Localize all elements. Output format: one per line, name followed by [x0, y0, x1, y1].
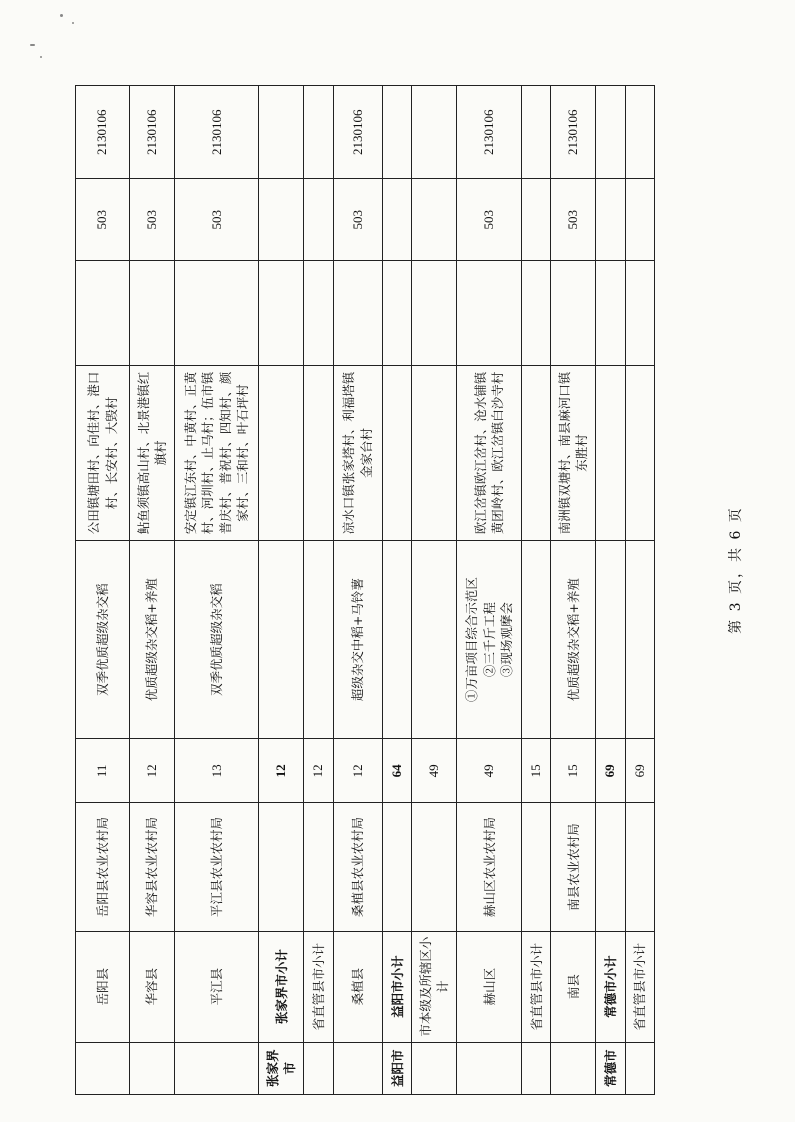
blank-cell	[522, 261, 551, 366]
unit-cell	[259, 803, 304, 931]
project-cell	[259, 540, 304, 738]
project-cell: 优质超级杂交稻+养殖	[551, 540, 596, 738]
county-cell: 桑植县	[333, 931, 383, 1042]
county-cell: 华容县	[130, 931, 175, 1042]
econ-code-cell	[522, 86, 551, 179]
unit-cell: 桑植县农业农村局	[333, 803, 383, 931]
func-code-cell: 503	[333, 179, 383, 261]
econ-code-cell	[625, 86, 654, 179]
project-cell: ①万亩项目综合示范区 ②三千斤工程 ③现场观摩会	[457, 540, 522, 738]
amount-cell: 64	[383, 739, 412, 803]
amount-cell: 13	[175, 739, 259, 803]
unit-cell	[596, 803, 625, 931]
project-cell	[625, 540, 654, 738]
city-cell	[76, 1042, 130, 1094]
unit-cell	[625, 803, 654, 931]
blank-cell	[596, 261, 625, 366]
unit-cell: 华容县农业农村局	[130, 803, 175, 931]
unit-cell: 赫山区农业农村局	[457, 803, 522, 931]
county-cell: 岳阳县	[76, 931, 130, 1042]
econ-code-cell: 2130106	[130, 86, 175, 179]
blank-cell	[130, 261, 175, 366]
func-code-cell	[412, 179, 457, 261]
amount-cell: 69	[596, 739, 625, 803]
city-cell	[333, 1042, 383, 1094]
blank-cell	[175, 261, 259, 366]
econ-code-cell	[383, 86, 412, 179]
city-cell	[625, 1042, 654, 1094]
project-cell	[522, 540, 551, 738]
city-cell: 张家界市	[259, 1042, 304, 1094]
unit-cell	[383, 803, 412, 931]
func-code-cell: 503	[175, 179, 259, 261]
scan-speck	[30, 44, 35, 46]
amount-cell: 12	[304, 739, 333, 803]
table-row	[596, 86, 625, 1095]
econ-code-cell: 2130106	[76, 86, 130, 179]
county-cell: 赫山区	[457, 931, 522, 1042]
unit-cell	[522, 803, 551, 931]
table-row	[304, 86, 333, 1095]
unit-cell: 岳阳县农业农村局	[76, 803, 130, 931]
county-cell: 市本级及所辖区小计	[412, 931, 457, 1042]
unit-cell	[304, 803, 333, 931]
county-cell: 平江县	[175, 931, 259, 1042]
location-cell	[383, 366, 412, 541]
func-code-cell	[383, 179, 412, 261]
blank-cell	[259, 261, 304, 366]
econ-code-cell: 2130106	[175, 86, 259, 179]
city-cell	[304, 1042, 333, 1094]
city-cell	[522, 1042, 551, 1094]
location-cell	[412, 366, 457, 541]
table-row	[522, 86, 551, 1095]
project-cell: 双季优质超级杂交稻	[76, 540, 130, 738]
table-row	[551, 86, 596, 1095]
project-cell: 双季优质超级杂交稻	[175, 540, 259, 738]
econ-code-cell: 2130106	[457, 86, 522, 179]
location-cell: 公田镇塘田村、向佳村、港口村、长安村、大毁村	[76, 366, 130, 541]
econ-code-cell	[259, 86, 304, 179]
func-code-cell	[596, 179, 625, 261]
city-cell	[175, 1042, 259, 1094]
project-cell	[596, 540, 625, 738]
func-code-cell	[259, 179, 304, 261]
table-row	[383, 86, 412, 1095]
location-cell: 欧江岔镇欧江岔村、沧水铺镇黄团岭村、欧江岔镇白沙寺村	[457, 366, 522, 541]
location-cell	[625, 366, 654, 541]
city-cell: 常德市	[596, 1042, 625, 1094]
location-cell: 鲇鱼须镇高山村、北景港镇红旗村	[130, 366, 175, 541]
county-cell: 省直管县市小计	[304, 931, 333, 1042]
table-row	[130, 86, 175, 1095]
scan-speck	[72, 22, 74, 24]
amount-cell: 12	[333, 739, 383, 803]
amount-cell: 12	[130, 739, 175, 803]
city-cell	[130, 1042, 175, 1094]
county-cell: 益阳市小计	[383, 931, 412, 1042]
county-cell: 南县	[551, 931, 596, 1042]
amount-cell: 15	[522, 739, 551, 803]
amount-cell: 49	[457, 739, 522, 803]
location-cell	[259, 366, 304, 541]
location-cell: 凉水口镇张家塔村、利福塔镇金家台村	[333, 366, 383, 541]
func-code-cell	[304, 179, 333, 261]
county-cell: 常德市小计	[596, 931, 625, 1042]
location-cell	[304, 366, 333, 541]
blank-cell	[304, 261, 333, 366]
location-cell: 安定镇江东村、中黄村、正黄村、河圳村、止马村；伍市镇普庆村、普祝村、四知村、颜家村、三和村、叶石坪村	[175, 366, 259, 541]
blank-cell	[383, 261, 412, 366]
func-code-cell: 503	[551, 179, 596, 261]
city-cell	[412, 1042, 457, 1094]
unit-cell: 南县农业农村局	[551, 803, 596, 931]
location-cell	[522, 366, 551, 541]
scan-speck	[60, 14, 63, 17]
blank-cell	[333, 261, 383, 366]
unit-cell	[412, 803, 457, 931]
table-row	[333, 86, 383, 1095]
blank-cell	[412, 261, 457, 366]
project-cell	[304, 540, 333, 738]
city-cell	[551, 1042, 596, 1094]
county-cell: 省直管县市小计	[522, 931, 551, 1042]
econ-code-cell	[304, 86, 333, 179]
table-row	[259, 86, 304, 1095]
city-cell: 益阳市	[383, 1042, 412, 1094]
funding-table	[75, 85, 655, 1095]
blank-cell	[551, 261, 596, 366]
econ-code-cell	[596, 86, 625, 179]
location-cell	[596, 366, 625, 541]
amount-cell: 15	[551, 739, 596, 803]
table-row	[457, 86, 522, 1095]
county-cell: 省直管县市小计	[625, 931, 654, 1042]
econ-code-cell: 2130106	[551, 86, 596, 179]
page-number: 第 3 页，共 6 页	[728, 506, 744, 634]
blank-cell	[625, 261, 654, 366]
econ-code-cell	[412, 86, 457, 179]
unit-cell: 平江县农业农村局	[175, 803, 259, 931]
location-cell: 南洲镇双塘村、南县麻河口镇东胜村	[551, 366, 596, 541]
func-code-cell	[625, 179, 654, 261]
func-code-cell	[522, 179, 551, 261]
project-cell: 超级杂交中稻+马铃薯	[333, 540, 383, 738]
rotated-table-container	[75, 85, 655, 1095]
county-cell: 张家界市小计	[259, 931, 304, 1042]
econ-code-cell: 2130106	[333, 86, 383, 179]
table-row	[625, 86, 654, 1095]
amount-cell: 12	[259, 739, 304, 803]
table-row	[175, 86, 259, 1095]
amount-cell: 69	[625, 739, 654, 803]
project-cell	[412, 540, 457, 738]
scan-speck	[40, 56, 42, 58]
func-code-cell: 503	[76, 179, 130, 261]
table-row	[412, 86, 457, 1095]
project-cell	[383, 540, 412, 738]
city-cell	[457, 1042, 522, 1094]
table-row	[76, 86, 130, 1095]
project-cell: 优质超级杂交稻+养殖	[130, 540, 175, 738]
blank-cell	[76, 261, 130, 366]
table-body	[76, 86, 655, 1095]
amount-cell: 11	[76, 739, 130, 803]
blank-cell	[457, 261, 522, 366]
func-code-cell: 503	[130, 179, 175, 261]
amount-cell: 49	[412, 739, 457, 803]
func-code-cell: 503	[457, 179, 522, 261]
